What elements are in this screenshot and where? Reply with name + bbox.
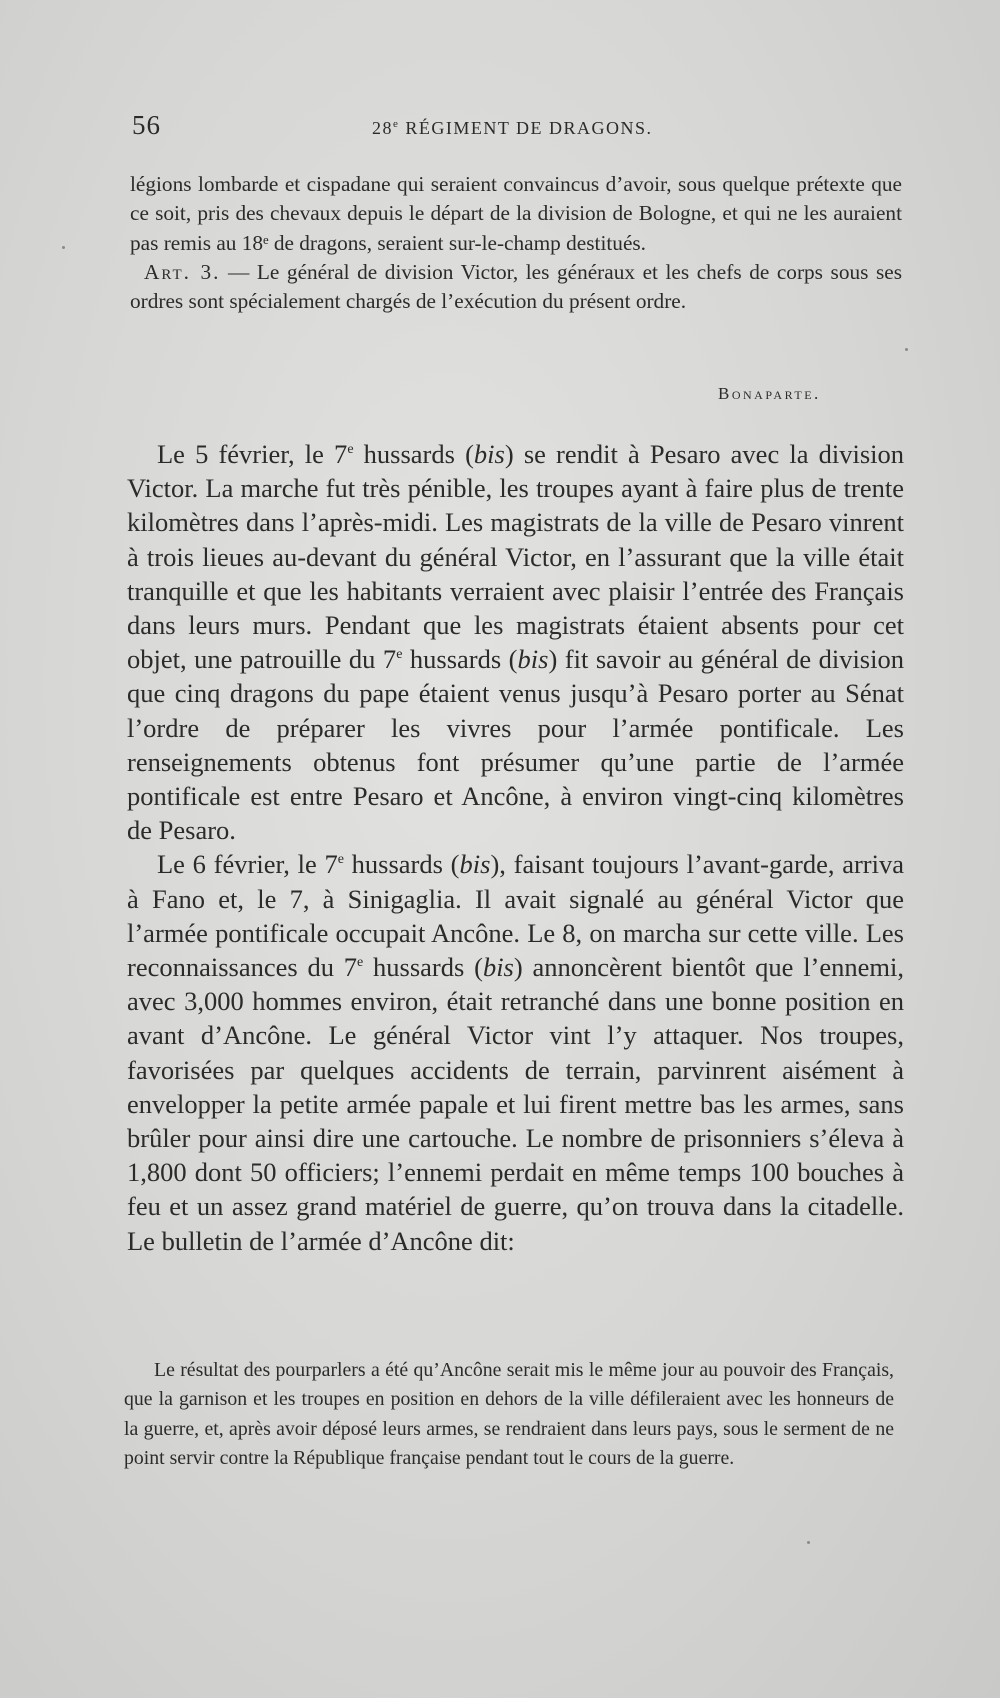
signature: Bonaparte. [718,384,821,403]
text-run: ) annoncèrent bientôt que l’ennemi, avec 3,000 hommes environ, était retranché dans une bonne position en avant d’Ancône. Le général Victor vint l’y attaquer. Nos troupes, favorisées par quelques accidents de terrain, parvinrent aisément à envelopper la petite armée papale et lui firent mettre bas les armes, sans brûler pour ainsi dire une cartouche. Le nombre de prisonniers s’éleva à 1,800 dont 50 officiers; l’ennemi perdait en même temps 100 bouches à feu et un assez grand matériel de guerre, qu’on trouva dans la citadelle. Le bulletin de l’armée d’Ancône dit: [127,952,905,1256]
ordinal-superscript: e [396,647,403,663]
order-paragraph-1: légions lombarde et cispadane qui seraient convaincus d’avoir, sous quelque prétexte que ce soit, pris des chevaux depuis le départ de la division de Bologne, et qui ne les auraient pas remis au 18ᵉ de dragons, seraient sur-le-champ destitués. [130,172,902,255]
paper-speck [807,1541,810,1544]
page-number: 56 [132,110,161,140]
ordinal-superscript: e [347,442,354,458]
paper-speck [62,246,65,249]
text-run: hussards ( [353,439,474,469]
article-text: — Le général de division Victor, les généraux et les chefs de corps sous ses ordres sont spécialement chargés de l’exécution du présent ordre. [130,259,902,314]
text-run: ) se rendit à Pesaro avec la division Victor. La marche fut très pénible, les troupes ayant à faire plus de trente kilomètres dans l’après-midi. Les magistrats de la ville de Pesaro vinrent à trois lieues au-devant du général Victor, en l’assurant que la ville était tranquille et que les habitants verraient avec plaisir l’entrée des Français dans leurs murs. Pendant que les magistrats étaient absents pour cet objet, une patrouille du 7 [127,439,905,675]
text-run: ), faisant toujours l’avant-garde, arriva à Fano et, le 7, à Sinigaglia. Il avait signalé au général Victor que l’armée pontificale occupait Ancône. Le 8, on marcha sur cette ville. Les reconnaissances du 7 [127,849,904,983]
main-text [127,437,904,1258]
article-label: Art. 3. [144,259,221,284]
italic-bis: bis [482,952,514,983]
text-run: hussards ( [343,849,460,880]
page-header [132,110,912,146]
running-head-number: 28 [372,118,393,138]
italic-bis: bis [517,644,549,675]
ordinal-superscript: e [337,852,344,868]
text-run: hussards ( [402,644,518,675]
bulletin-quote [124,1356,894,1473]
text-run: Le 6 février, le 7 [157,849,338,880]
ordinal-superscript: e [357,955,364,971]
italic-bis: bis [459,849,491,880]
running-head-text: RÉGIMENT DE DRAGONS. [399,118,653,138]
order-excerpt [130,170,902,316]
italic-bis: bis [473,439,505,469]
text-run: Le 5 février, le 7 [157,439,348,469]
text-run: ) fit savoir au général de division que cinq dragons du pape étaient venus jusqu’à Pesaro porter au Sénat l’ordre de préparer les vivres pour l’armée pontificale. Les renseignements obtenus font présumer qu’une partie de l’armée pontificale est entre Pesaro et Ancône, à environ vingt-cinq kilomètres de Pesaro. [127,644,904,846]
paper-speck [905,348,908,351]
running-head-superscript: e [393,118,400,130]
order-article-3 [130,258,902,317]
bulletin-paragraph: Le résultat des pourparlers a été qu’Ancône serait mis le même jour au pouvoir des Français, que la garnison et les troupes en position en dehors de la ville défileraient avec les honneurs de la guerre, et, après avoir déposé leurs armes, se rendraient dans leurs pays, sous le serment de ne point servir contre la République française pendant tout le cours de la guerre. [124,1359,894,1469]
running-head [372,118,653,139]
body-paragraph-2 [127,847,904,1257]
text-run: hussards ( [363,952,483,983]
body-paragraph-1 [127,437,904,847]
